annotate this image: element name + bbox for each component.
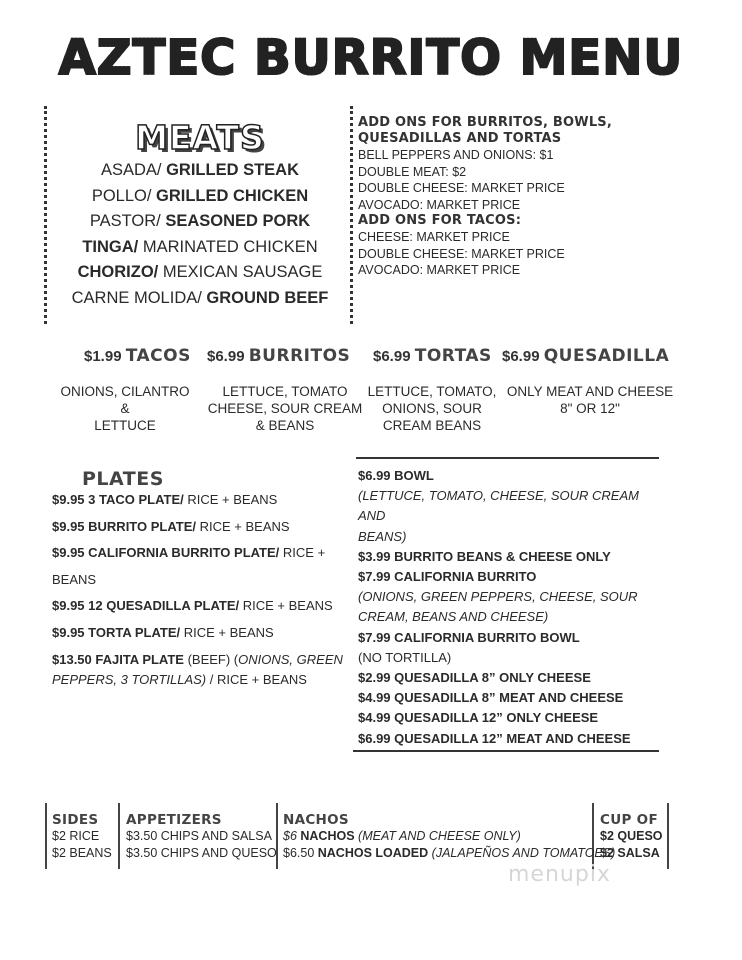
addon-item: DOUBLE CHEESE: MARKET PRICE <box>358 246 565 261</box>
addon-item: AVOCADO: MARKET PRICE <box>358 197 521 212</box>
meat-item: POLLO/ GRILLED CHICKEN <box>91 186 309 205</box>
list-item: $2.99 QUESADILLA 8” ONLY CHEESE <box>358 670 591 686</box>
meats-list <box>60 158 340 311</box>
cup-heading: CUP OF <box>600 812 658 828</box>
burritos-heading: $6.99 BURRITOS <box>207 346 351 366</box>
addon-item: DOUBLE MEAT: $2 <box>358 164 467 179</box>
divider-rule-bottom <box>353 750 659 752</box>
plate-item: $9.95 3 TACO PLATE/ RICE + BEANS <box>52 492 278 507</box>
appetizer-item: $3.50 CHIPS AND QUESO <box>126 846 277 860</box>
quesadilla-description: ONLY MEAT AND CHEESE 8" OR 12" <box>506 384 674 416</box>
list-item: (ONIONS, GREEN PEPPERS, CHEESE, SOUR <box>358 589 638 605</box>
side-item: $2 RICE <box>52 829 100 843</box>
meat-item: PASTOR/ SEASONED PORK <box>89 212 311 230</box>
addon-item: BELL PEPPERS AND ONIONS: $1 <box>358 148 554 162</box>
sides-heading: SIDES <box>52 812 99 828</box>
meats-heading: MEATS <box>135 118 265 157</box>
list-item: $3.99 BURRITO BEANS & CHEESE ONLY <box>358 548 611 564</box>
plate-item: $9.95 CALIFORNIA BURRITO PLATE/ RICE + <box>52 545 326 560</box>
appetizers-section <box>126 812 277 862</box>
plates-heading: PLATES <box>82 468 164 490</box>
tacos-description: ONIONS, CILANTRO & LETTUCE <box>60 384 190 433</box>
plate-item: $9.95 TORTA PLATE/ RICE + BEANS <box>52 624 274 640</box>
tortas-heading: $6.99 TORTAS <box>373 346 492 366</box>
tacos-heading: $1.99 TACOS <box>84 346 191 366</box>
cup-item: $2 QUESO <box>600 829 663 843</box>
divider-rule-top <box>356 457 659 459</box>
list-item: $4.99 QUESADILLA 12” ONLY CHEESE <box>358 710 599 726</box>
list-item: $7.99 CALIFORNIA BURRITO <box>358 569 537 585</box>
quesadilla-heading: $6.99 QUESADILLA <box>502 346 670 366</box>
nachos-item: $6 NACHOS (MEAT AND CHEESE ONLY) <box>283 829 521 843</box>
list-item: $4.99 QUESADILLA 8” MEAT AND CHEESE <box>358 690 624 706</box>
plates-list <box>52 487 352 690</box>
list-item: $6.99 QUESADILLA 12” MEAT AND CHEESE <box>358 730 631 746</box>
meat-item: ASADA/ GRILLED STEAK <box>100 161 300 179</box>
cup-section <box>600 812 663 862</box>
plate-item: $9.95 12 QUESADILLA PLATE/ RICE + BEANS <box>52 598 333 613</box>
divider-bar <box>667 803 669 869</box>
addons-heading-burritos: ADD ONS FOR BURRITOS, BOWLS, QUESADILLAS AND TORTAS <box>358 115 613 146</box>
divider-bar <box>45 803 47 869</box>
plate-item: $9.95 BURRITO PLATE/ RICE + BEANS <box>52 518 290 534</box>
meat-item: CARNE MOLIDA/ GROUND BEEF <box>71 288 329 307</box>
appetizers-heading: APPETIZERS <box>126 812 222 828</box>
addon-item: DOUBLE CHEESE: MARKET PRICE <box>358 181 565 195</box>
appetizer-item: $3.50 CHIPS AND SALSA <box>126 829 272 843</box>
meat-item: TINGA/ MARINATED CHICKEN <box>82 237 318 256</box>
sides-section <box>52 812 112 862</box>
addons-heading-tacos: ADD ONS FOR TACOS: <box>358 213 522 228</box>
nachos-item: $6.50 NACHOS LOADED (JALAPEÑOS AND TOMATOES) <box>283 846 616 860</box>
plate-item: BEANS <box>52 571 97 587</box>
dotted-divider-left <box>44 106 47 324</box>
list-item: $6.99 BOWL <box>358 468 434 483</box>
tortas-description: LETTUCE, TOMATO, ONIONS, SOUR CREAM BEANS <box>367 384 497 433</box>
specials-list <box>358 466 668 749</box>
dotted-divider-center <box>350 106 353 324</box>
meat-item: CHORIZO/ MEXICAN SAUSAGE <box>77 263 323 281</box>
list-item: BEANS) <box>358 528 407 544</box>
plate-item-fajita: $13.50 FAJITA PLATE (BEEF) (ONIONS, GREEN PEPPERS, 3 TORTILLAS) / RICE + BEANS <box>52 652 343 687</box>
burritos-description: LETTUCE, TOMATO CHEESE, SOUR CREAM & BEANS <box>207 384 363 433</box>
addon-item: CHEESE: MARKET PRICE <box>358 230 510 244</box>
cup-item: $2 SALSA <box>600 846 660 860</box>
list-item: (LETTUCE, TOMATO, CHEESE, SOUR CREAM AND <box>358 488 639 524</box>
list-item: CREAM, BEANS AND CHEESE) <box>358 609 549 625</box>
menu-title: AZTEC BURRITO MENU <box>58 30 684 86</box>
divider-bar <box>118 803 120 869</box>
nachos-section <box>283 812 615 862</box>
nachos-heading: NACHOS <box>283 812 349 828</box>
list-item: $7.99 CALIFORNIA BURRITO BOWL <box>358 629 580 645</box>
list-item: (NO TORTILLA) <box>358 649 452 665</box>
watermark: menupix <box>508 862 611 887</box>
addons-section <box>358 115 658 279</box>
addon-item: AVOCADO: MARKET PRICE <box>358 263 521 277</box>
side-item: $2 BEANS <box>52 846 112 860</box>
